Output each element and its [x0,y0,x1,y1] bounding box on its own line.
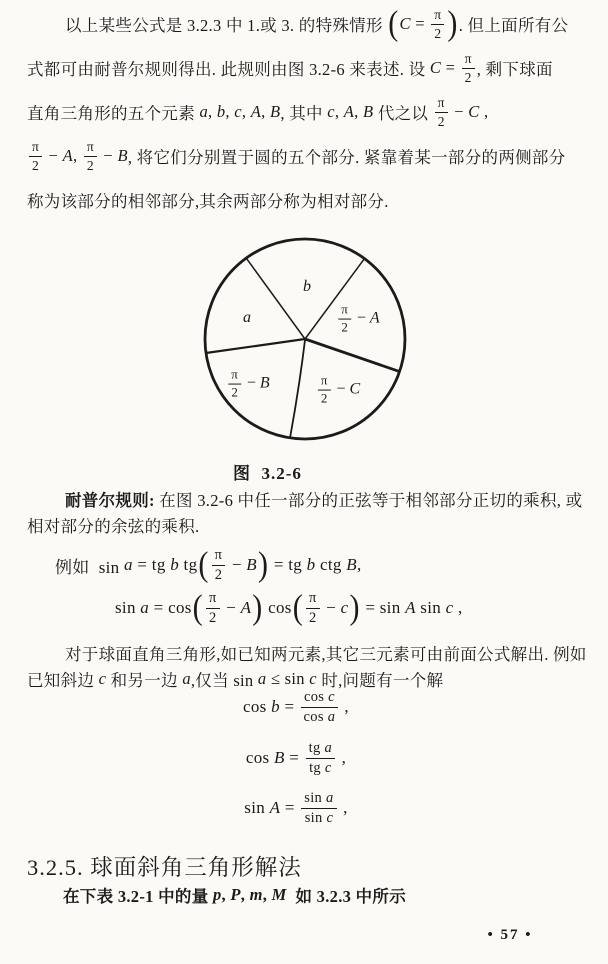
fraction [301,790,336,826]
math-variable: C [349,381,361,398]
fraction: $\frac{\pi}{2}$ [306,590,320,626]
paragraph-2-line-1 [27,486,593,512]
math-variable: a [327,708,336,725]
text-run: , [339,697,349,716]
text-run: , [241,102,251,121]
text-run: = [280,798,300,817]
text-run: , [337,748,347,767]
text-run: 对于球面直角三角形,如已知两元素,其它三元素可由前面公式解出. 例如 [65,645,587,664]
text-run: 在图 3.2-6 中任一部分的正弦等于相邻部分正切的乘积, 或 [154,491,583,510]
sector-label-pi2-minus-A [336,303,379,336]
math-variable: b [216,102,226,121]
text-run: − [449,102,469,121]
math-variable: B [273,748,285,767]
math-variable: B [346,555,357,574]
text-run: 式都可由耐普尔规则得出. 此规则由图 3.2-6 来表述. 设 [27,60,430,79]
text-run: 以上某些公式是 3.2.3 中 1.或 3. 的特殊情形 [65,16,388,35]
text-run: 和另一边 [106,671,183,690]
math-variable: a [324,739,333,756]
math-variable: a [140,598,150,617]
text-run: , [72,146,82,165]
text-run: , [354,102,364,121]
math-variable: A [269,798,281,817]
math-variable: a [199,102,208,121]
formula-sin-a-cos [115,586,463,630]
formula-sin-A [0,788,600,828]
text-run: − [221,598,241,617]
text-run: 已知斜边 [27,671,99,690]
text-run: , 其中 [280,104,328,123]
text-run: = [284,748,304,767]
math-variable: A [240,598,252,617]
sector-divider-left [206,339,305,353]
text-run: 称为该部分的相邻部分,其余两部分称为相对部分. [27,192,389,211]
text-run: − [98,146,118,165]
napier-circle-figure [200,234,410,444]
big-paren: ) [257,545,269,584]
fraction: $\frac{\pi}{2}$ [84,139,97,173]
text-run: − [352,310,370,327]
text-run: , [240,885,250,904]
math-variable: P [230,885,241,904]
formula-cos-b [0,687,600,727]
text-run: , 剩下球面 [476,60,553,79]
text-run: = [410,14,430,33]
fraction: $\frac{\pi}{2}$ [431,7,444,41]
fraction: $\frac{\pi}{2}$ [206,590,220,626]
fraction: $\frac{\pi}{2}$ [228,368,241,401]
text-run: − [332,381,350,398]
text-run: 时,问题有一个解 [316,671,444,690]
math-variable: b [306,555,316,574]
math-variable: c [98,669,107,688]
text-run: cos [303,708,328,725]
big-paren: ) [252,588,263,627]
math-variable: p [212,885,222,904]
text-run: ≤ sin [266,669,310,688]
text-run: , [479,102,489,121]
paragraph-3-line-1 [27,640,593,666]
text-run: ,仅当 sin [190,671,258,690]
math-variable: a [257,669,267,688]
text-run: cos [245,748,274,767]
text-run: 如 3.2.3 中所示 [286,887,407,906]
math-variable: C [429,58,442,77]
text-run: tg [308,739,325,756]
text-run: cos [303,688,329,705]
math-variable: A [250,102,262,121]
text-run: tg [309,759,325,776]
text-run: , 将它们分别置于圆的五个部分. 紧靠着某一部分的两侧部分 [127,148,566,167]
paragraph-1-line-3 [27,90,593,134]
math-variable: c [327,102,335,121]
math-variable: B [270,102,281,121]
sector-label-pi2-minus-B [226,368,269,401]
text-run: sin [415,598,446,617]
text-run: = cos [149,598,192,617]
text-run: . 但上面所有公 [458,16,569,35]
section-heading: 3.2.5. 球面斜角三角形解法 [27,855,302,880]
text-run: sin [304,789,327,806]
paragraph-1 [27,2,593,222]
text-run: − [242,375,260,392]
math-variable: a [182,669,191,688]
text-run: , [356,555,362,574]
math-variable: B [363,102,374,121]
text-run: = tg [132,555,171,574]
sector-label-b [303,278,311,296]
math-variable: c [340,598,349,617]
math-variable: B [259,375,270,392]
text-run: = sin [360,598,406,617]
sector-divider-bottom [290,340,305,438]
text-run: = [441,58,460,77]
napier-circle-diagram [200,234,410,444]
big-paren: ( [292,588,303,627]
text-run: 直角三角形的五个元素 [27,104,200,123]
formula-sin-a-tg [55,543,362,587]
sector-label-a [243,309,251,327]
text-run: , [338,798,348,817]
figure-caption: 图 3.2-6 [233,464,302,483]
math-variable: B [246,555,257,574]
sector-divider-top-left [246,258,305,339]
math-variable: C [399,14,411,33]
text-run: , [221,885,231,904]
math-variable: c [309,669,317,688]
math-variable: c [445,598,454,617]
sector-divider-right [305,339,400,372]
math-variable: B [117,146,128,165]
math-variable: c [328,688,335,705]
text-run: = [279,697,299,716]
math-variable: b [170,555,179,574]
text-run: sin [244,798,270,817]
text-run: sin [304,809,327,826]
text-run: 代之以 [373,104,433,123]
big-paren: ) [349,588,360,627]
text-run: ctg [315,555,347,574]
text-run: sin [115,598,141,617]
text-run: , [225,102,235,121]
math-variable: C [468,102,480,121]
paragraph-2 [27,486,593,538]
paragraph-1-line-5 [27,178,593,222]
fraction: $\frac{\pi}{2}$ [435,95,448,129]
big-paren: ( [192,588,203,627]
text-run: cos [263,598,292,617]
fraction [306,740,335,776]
paragraph-1-line-2 [27,46,593,90]
text-run: 相对部分的余弦的乘积. [27,517,200,536]
math-variable: A [343,102,355,121]
fraction: $\frac{\pi}{2}$ [212,547,226,583]
math-variable: c [234,102,242,121]
math-variable: a [243,309,251,326]
text-run: , [334,102,344,121]
math-variable: c [324,759,332,776]
text-run: , [262,885,272,904]
sector-label-pi2-minus-C [316,374,360,407]
text-run: tg [179,555,198,574]
text-run: = tg [269,555,307,574]
page-number: • 57 • [487,926,533,943]
fraction: $\frac{\pi}{2}$ [462,51,475,85]
text-run: − [44,146,63,165]
big-paren: ( [198,545,209,584]
fraction: $\frac{\pi}{2}$ [318,374,331,407]
fraction: $\frac{\pi}{2}$ [29,139,42,173]
math-variable: b [271,697,280,716]
big-paren: ( [388,4,399,43]
text-run: , [261,102,271,121]
paragraph-2-line-2 [27,512,593,538]
math-variable: b [303,278,311,295]
text-run: , [453,598,463,617]
fraction: $\frac{\pi}{2}$ [338,303,351,336]
math-variable: M [271,885,287,904]
text-run: − [227,555,247,574]
math-variable: A [405,598,416,617]
paragraph-1-line-4 [27,134,593,178]
text-run: 在下表 3.2-1 中的量 [63,887,213,906]
text-run: , [208,102,217,121]
text-run: cos [243,697,272,716]
formula-cos-B [0,738,600,778]
math-variable: a [124,555,133,574]
math-variable: a [326,789,334,806]
paragraph-1-line-1 [27,2,593,46]
big-paren: ) [447,4,458,43]
paragraph-3 [27,640,593,692]
math-variable: A [369,310,380,327]
section-intro-line [63,882,406,908]
math-variable: A [62,146,73,165]
text-run: 例如 sin [55,557,124,577]
math-variable: m [249,885,263,904]
text-run: − [321,598,341,617]
fraction [301,689,338,725]
math-variable: c [326,809,334,826]
bold-text: 耐普尔规则: [65,491,155,510]
